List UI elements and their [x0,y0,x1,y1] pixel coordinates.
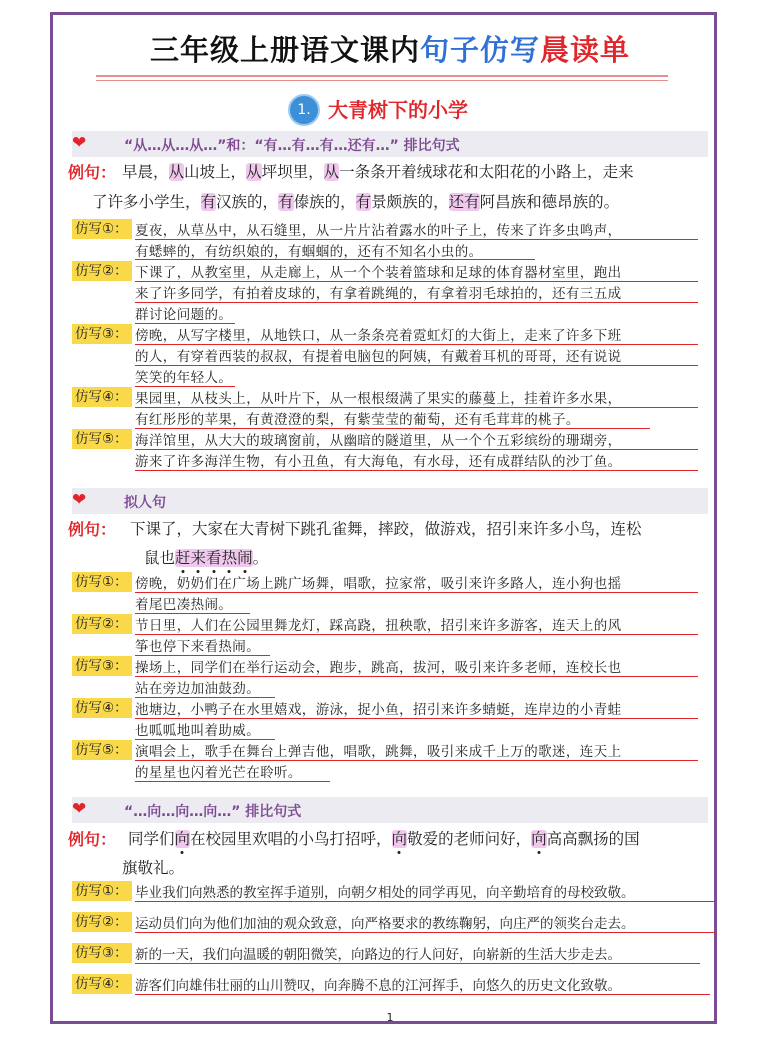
imitation-tag: 仿写①： [72,881,132,901]
imitation-line: 傍晚，奶奶们在广场上跳广场舞，唱歌，拉家常，吸引来许多路人，连小狗也摇 [135,576,622,592]
lesson-name: 大青树下的小学 [328,98,468,122]
example-label: 例句： [68,163,117,182]
imitation-tag: 仿写①： [72,219,132,239]
example-line: 了许多小学生，有汉族的，有傣族的，有景颇族的，还有阿昌族和德昂族的。 [92,193,620,211]
imitation-tag: 仿写④： [72,698,132,718]
imitation-line: 节日里，人们在公园里舞龙灯，踩高跷，扭秧歌，招引来许多游客，连天上的风 [135,618,622,634]
imitation-line: 有蟋蟀的，有纺织娘的，有蝈蝈的，还有不知名小虫的。 [135,244,483,260]
lesson-number-badge: 1. [288,94,320,126]
imitation-tag: 仿写③： [72,943,132,963]
section-heading: 拟人句 [124,495,166,511]
underline [135,901,715,902]
imitation-line: 笑笑的年轻人。 [135,370,233,386]
example-line: 旗敬礼。 [122,859,185,877]
example-line: 下课了，大家在大青树下跳孔雀舞，摔跤，做游戏，招引来许多小鸟，连松 [130,520,642,538]
imitation-line: 筝也停下来看热闹。 [135,639,261,655]
imitation-tag: 仿写②： [72,912,132,932]
imitation-tag: 仿写④： [72,974,132,994]
imitation-line: 站在旁边加油鼓劲。 [135,681,261,697]
imitation-tag: 仿写⑤： [72,740,132,760]
imitation-line: 群讨论问题的。 [135,307,233,323]
heart-icon: ❤ [72,133,87,153]
imitation-tag: 仿写⑤： [72,429,132,449]
imitation-line: 果园里，从枝头上，从叶片下，从一根根缀满了果实的藤蔓上，挂着许多水果， [135,391,622,407]
imitation-line: 也呱呱地叫着助威。 [135,723,261,739]
section-heading-bar [72,488,708,514]
imitation-tag: 仿写③： [72,656,132,676]
page-title: 三年级上册语文课内句子仿写晨读单 [149,33,631,67]
imitation-tag: 仿写④： [72,387,132,407]
section-heading: “…向…向…向…” 排比句式 [124,804,302,820]
imitation-line: 来了许多同学，有拍着皮球的，有拿着跳绳的，有拿着羽毛球拍的，还有三五成 [135,286,622,302]
imitation-line: 游来了许多海洋生物，有小丑鱼，有大海龟，有水母，还有成群结队的沙丁鱼。 [135,454,622,470]
imitation-line: 的人，有穿着西装的叔叔，有提着电脑包的阿姨，有戴着耳机的哥哥，还有说说 [135,349,622,365]
imitation-line: 池塘边，小鸭子在水里嬉戏，游泳，捉小鱼，招引来许多蜻蜓，连岸边的小青蛙 [135,702,622,718]
imitation-tag: 仿写②： [72,614,132,634]
imitation-line: 海洋馆里，从大大的玻璃窗前，从幽暗的隧道里，从一个个五彩缤纷的珊瑚旁， [135,433,622,449]
example-label: 例句： [68,520,117,539]
imitation-line: 运动员们向为他们加油的观众致意，向严格要求的教练鞠躬，向庄严的领奖台走去。 [135,916,635,932]
imitation-line: 傍晚，从写字楼里，从地铁口，从一条条亮着霓虹灯的大街上，走来了许多下班 [135,328,622,344]
imitation-tag: 仿写③： [72,324,132,344]
example-line: 早晨，从山坡上，从坪坝里，从一条条开着绒球花和太阳花的小路上，走来 [122,163,634,181]
imitation-line: 新的一天，我们向温暖的朝阳微笑，向路边的行人问好，向崭新的生活大步走去。 [135,947,621,963]
example-line: 同学们向在校园里欢唱的小鸟打招呼，向敬爱的老师问好，向高高飘扬的国 [128,827,640,849]
example-line: 鼠也赶来看热闹。 [144,546,268,568]
imitation-line: 操场上，同学们在举行运动会，跑步，跳高，拔河，吸引来许多老师，连校长也 [135,660,622,676]
underline [135,963,700,964]
imitation-line: 夏夜，从草丛中，从石缝里，从一片片沾着露水的叶子上，传来了许多虫鸣声， [135,223,622,239]
heart-icon: ❤ [72,490,87,510]
heart-icon: ❤ [72,799,87,819]
imitation-line: 下课了，从教室里，从走廊上，从一个个装着篮球和足球的体育器材室里，跑出 [135,265,622,281]
underline [135,259,535,260]
imitation-tag: 仿写②： [72,261,132,281]
underline [135,470,698,471]
imitation-tag: 仿写①： [72,572,132,592]
imitation-line: 的星星也闪着光芒在聆听。 [135,765,302,781]
imitation-line: 游客们向雄伟壮丽的山川赞叹，向奔腾不息的江河挥手，向悠久的历史文化致敬。 [135,978,621,994]
title-divider [96,75,668,81]
underline [135,781,330,782]
page-number: 1 [386,1011,394,1024]
imitation-line: 着尾巴凑热闹。 [135,597,233,613]
underline [135,994,710,995]
imitation-line: 毕业我们向熟悉的教室挥手道别，向朝夕相处的同学再见，向辛勤培育的母校致敬。 [135,885,635,901]
underline [135,932,715,933]
section-heading: “从…从…从…”和：“有…有…有…还有…” 排比句式 [124,138,460,154]
imitation-line: 演唱会上，歌手在舞台上弹吉他，唱歌，跳舞，吸引来成千上万的歌迷，连天上 [135,744,622,760]
example-label: 例句： [68,830,117,849]
imitation-line: 有红彤彤的苹果，有黄澄澄的梨，有紫莹莹的葡萄，还有毛茸茸的桃子。 [135,412,580,428]
